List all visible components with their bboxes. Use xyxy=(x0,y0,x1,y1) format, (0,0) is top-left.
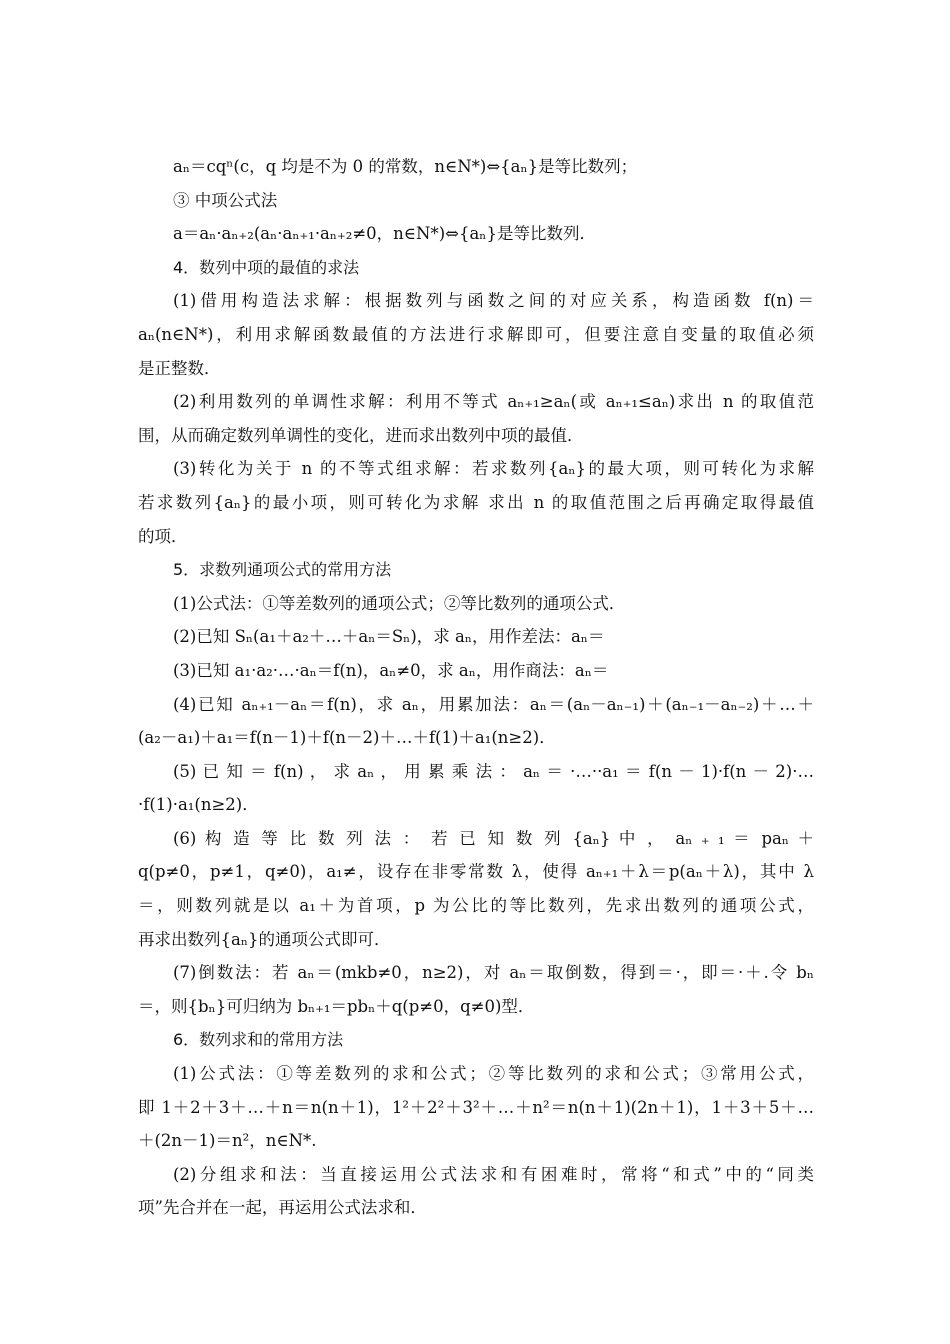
text-line: 若求数列{aₙ}的最小项，则可转化为求解 求出 n 的取值范围之后再确定取得最值 xyxy=(138,492,814,512)
text-line: 是正整数． xyxy=(138,358,221,378)
text-line: ·f(1)·a₁(n≥2)． xyxy=(138,795,259,815)
text-line: 再求出数列{aₙ}的通项公式即可． xyxy=(138,929,391,949)
section-heading: 6．数列求和的常用方法 xyxy=(173,1030,344,1050)
text-line: (5) 已 知 ＝ f(n) ， 求 aₙ ， 用 累 乘 法 ： aₙ ＝ ·…··a₁ ＝ f(n － 1)·f(n － 2)·… xyxy=(173,761,814,781)
text-line: (6) 构 造 等 比 数 列 法 ： 若 已 知 数 列 {aₙ} 中 ， aₙ ₊ ₁ ＝ paₙ ＋ xyxy=(173,828,814,848)
text-line: aₙ(n∈N*)，利用求解函数最值的方法进行求解即可，但要注意自变量的取值必须 xyxy=(138,324,814,344)
text-line: 项”先合并在一起，再运用公式法求和． xyxy=(138,1198,427,1218)
section-heading: 5．求数列通项公式的常用方法 xyxy=(173,560,392,580)
text-line: (1)公式法：①等差数列的求和公式；②等比数列的求和公式；③常用公式， xyxy=(173,1064,814,1084)
text-line: (3)转化为关于 n 的不等式组求解：若求数列{aₙ}的最大项，则可转化为求解 xyxy=(173,459,814,479)
document-page xyxy=(138,150,814,1225)
text-line: (1)借用构造法求解：根据数列与函数之间的对应关系，构造函数 f(n)＝ xyxy=(173,291,814,311)
text-line: a＝aₙ·aₙ₊₂(aₙ·aₙ₊₁·aₙ₊₂≠0，n∈N*)⇔{aₙ}是等比数列． xyxy=(173,224,596,244)
text-line: q(p≠0，p≠1，q≠0)，a₁≠，设存在非零常数 λ，使得 aₙ₊₁＋λ＝p(aₙ＋λ)，其中 λ xyxy=(138,862,814,882)
text-line: aₙ＝cqⁿ(c，q 均是不为 0 的常数，n∈N*)⇔{aₙ}是等比数列； xyxy=(173,157,638,176)
text-line: (2)分组求和法：当直接运用公式法求和有困难时，常将“和式”中的“同类 xyxy=(173,1164,814,1184)
text-line: ＝，则数列就是以 a₁＋为首项，p 为公比的等比数列，先求出数列的通项公式， xyxy=(138,896,814,916)
text-line: ③ 中项公式法 xyxy=(173,190,278,210)
text-line: (2)利用数列的单调性求解：利用不等式 aₙ₊₁≥aₙ(或 aₙ₊₁≤aₙ)求出 n 的取值范 xyxy=(173,392,814,412)
text-line: (a₂－a₁)＋a₁＝f(n－1)＋f(n－2)＋…＋f(1)＋a₁(n≥2)． xyxy=(138,728,556,748)
text-line: ＝，则{bₙ}可归纳为 bₙ₊₁＝pbₙ＋q(p≠0，q≠0)型． xyxy=(138,996,535,1016)
text-line: 围，从而确定数列单调性的变化，进而求出数列中项的最值． xyxy=(138,425,584,445)
section-heading: 4．数列中项的最值的求法 xyxy=(173,257,360,277)
text-line: ＋(2n－1)＝n²，n∈N*. xyxy=(138,1131,317,1151)
text-line: (4)已知 aₙ₊₁－aₙ＝f(n)，求 aₙ，用累加法：aₙ＝(aₙ－aₙ₋₁)＋(aₙ₋₁－aₙ₋₂)＋…＋ xyxy=(173,694,814,714)
text-line: 即 1＋2＋3＋…＋n＝n(n＋1)，1²＋2²＋3²＋…＋n²＝n(n＋1)(2n＋1)，1＋3＋5＋… xyxy=(138,1097,814,1117)
text-line: 的项． xyxy=(138,526,188,546)
text-line: (7)倒数法：若 aₙ＝(mkb≠0，n≥2)，对 aₙ＝取倒数，得到＝·，即＝·＋.令 bₙ xyxy=(173,963,814,983)
text-line: (1)公式法：①等差数列的通项公式；②等比数列的通项公式． xyxy=(173,593,626,613)
text-line: (3)已知 a₁·a₂·…·aₙ＝f(n)，aₙ≠0，求 aₙ，用作商法：aₙ＝ xyxy=(173,660,609,680)
text-line: (2)已知 Sₙ(a₁＋a₂＋…＋aₙ＝Sₙ)，求 aₙ，用作差法：aₙ＝ xyxy=(173,627,605,647)
